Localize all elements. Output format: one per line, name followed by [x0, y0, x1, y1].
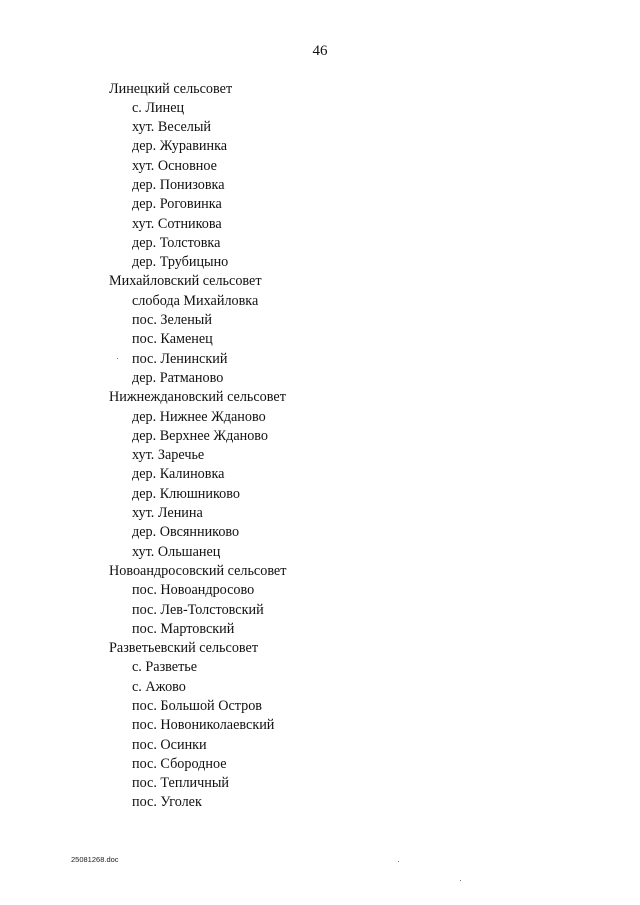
- settlement-item: с. Разветье: [132, 659, 198, 676]
- council-heading: Разветьевский сельсовет: [109, 640, 259, 657]
- settlement-item: с. Ажово: [132, 678, 186, 695]
- scan-speck: [460, 880, 461, 881]
- settlement-item: пос. Осинки: [132, 736, 207, 753]
- settlement-item: с. Линец: [132, 99, 185, 116]
- scan-speck: [398, 861, 399, 862]
- settlement-list: [0, 80, 640, 813]
- settlement-item: дер. Понизовка: [132, 176, 225, 193]
- settlement-item: пос. Каменец: [132, 331, 213, 348]
- settlement-item: дер. Толстовка: [132, 234, 221, 251]
- council-heading: Нижнеждановский сельсовет: [109, 389, 286, 406]
- settlement-item: хут. Сотникова: [132, 215, 222, 232]
- settlement-item: дер. Журавинка: [132, 138, 228, 155]
- settlement-item: дер. Нижнее Жданово: [132, 408, 266, 425]
- settlement-item: дер. Овсянниково: [132, 524, 240, 541]
- settlement-item: пос. Тепличный: [132, 775, 229, 792]
- settlement-item: пос. Лев-Толстовский: [132, 601, 264, 618]
- page-number: 46: [312, 43, 328, 59]
- settlement-item: хут. Ольшанец: [132, 543, 221, 560]
- settlement-item: пос. Новониколаевский: [132, 717, 275, 734]
- settlement-item: дер. Ратманово: [132, 369, 224, 386]
- settlement-item: пос. Мартовский: [132, 620, 235, 637]
- settlement-item: пос. Новоандросово: [132, 582, 255, 599]
- scan-speck: [117, 358, 118, 359]
- footer-filename: 25081268.doc: [71, 855, 119, 864]
- settlement-item: дер. Роговинка: [132, 196, 222, 213]
- council-heading: Михайловский сельсовет: [109, 273, 262, 290]
- council-heading: Линецкий сельсовет: [109, 80, 233, 97]
- settlement-item: пос. Сбородное: [132, 755, 227, 772]
- settlement-item: хут. Веселый: [132, 119, 211, 136]
- settlement-item: дер. Клюшниково: [132, 485, 240, 502]
- settlement-item: слобода Михайловка: [132, 292, 259, 309]
- settlement-item: дер. Трубицыно: [132, 254, 229, 271]
- settlement-item: хут. Ленина: [132, 505, 203, 522]
- council-heading: Новоандросовский сельсовет: [109, 562, 287, 579]
- settlement-item: хут. Основное: [132, 157, 217, 174]
- settlement-item: пос. Зеленый: [132, 312, 212, 329]
- settlement-item: пос. Ленинский: [132, 350, 228, 367]
- settlement-item: хут. Заречье: [132, 447, 205, 464]
- settlement-item: дер. Калиновка: [132, 466, 225, 483]
- settlement-item: дер. Верхнее Жданово: [132, 427, 268, 444]
- settlement-item: пос. Уголек: [132, 794, 202, 811]
- settlement-item: пос. Большой Остров: [132, 698, 262, 714]
